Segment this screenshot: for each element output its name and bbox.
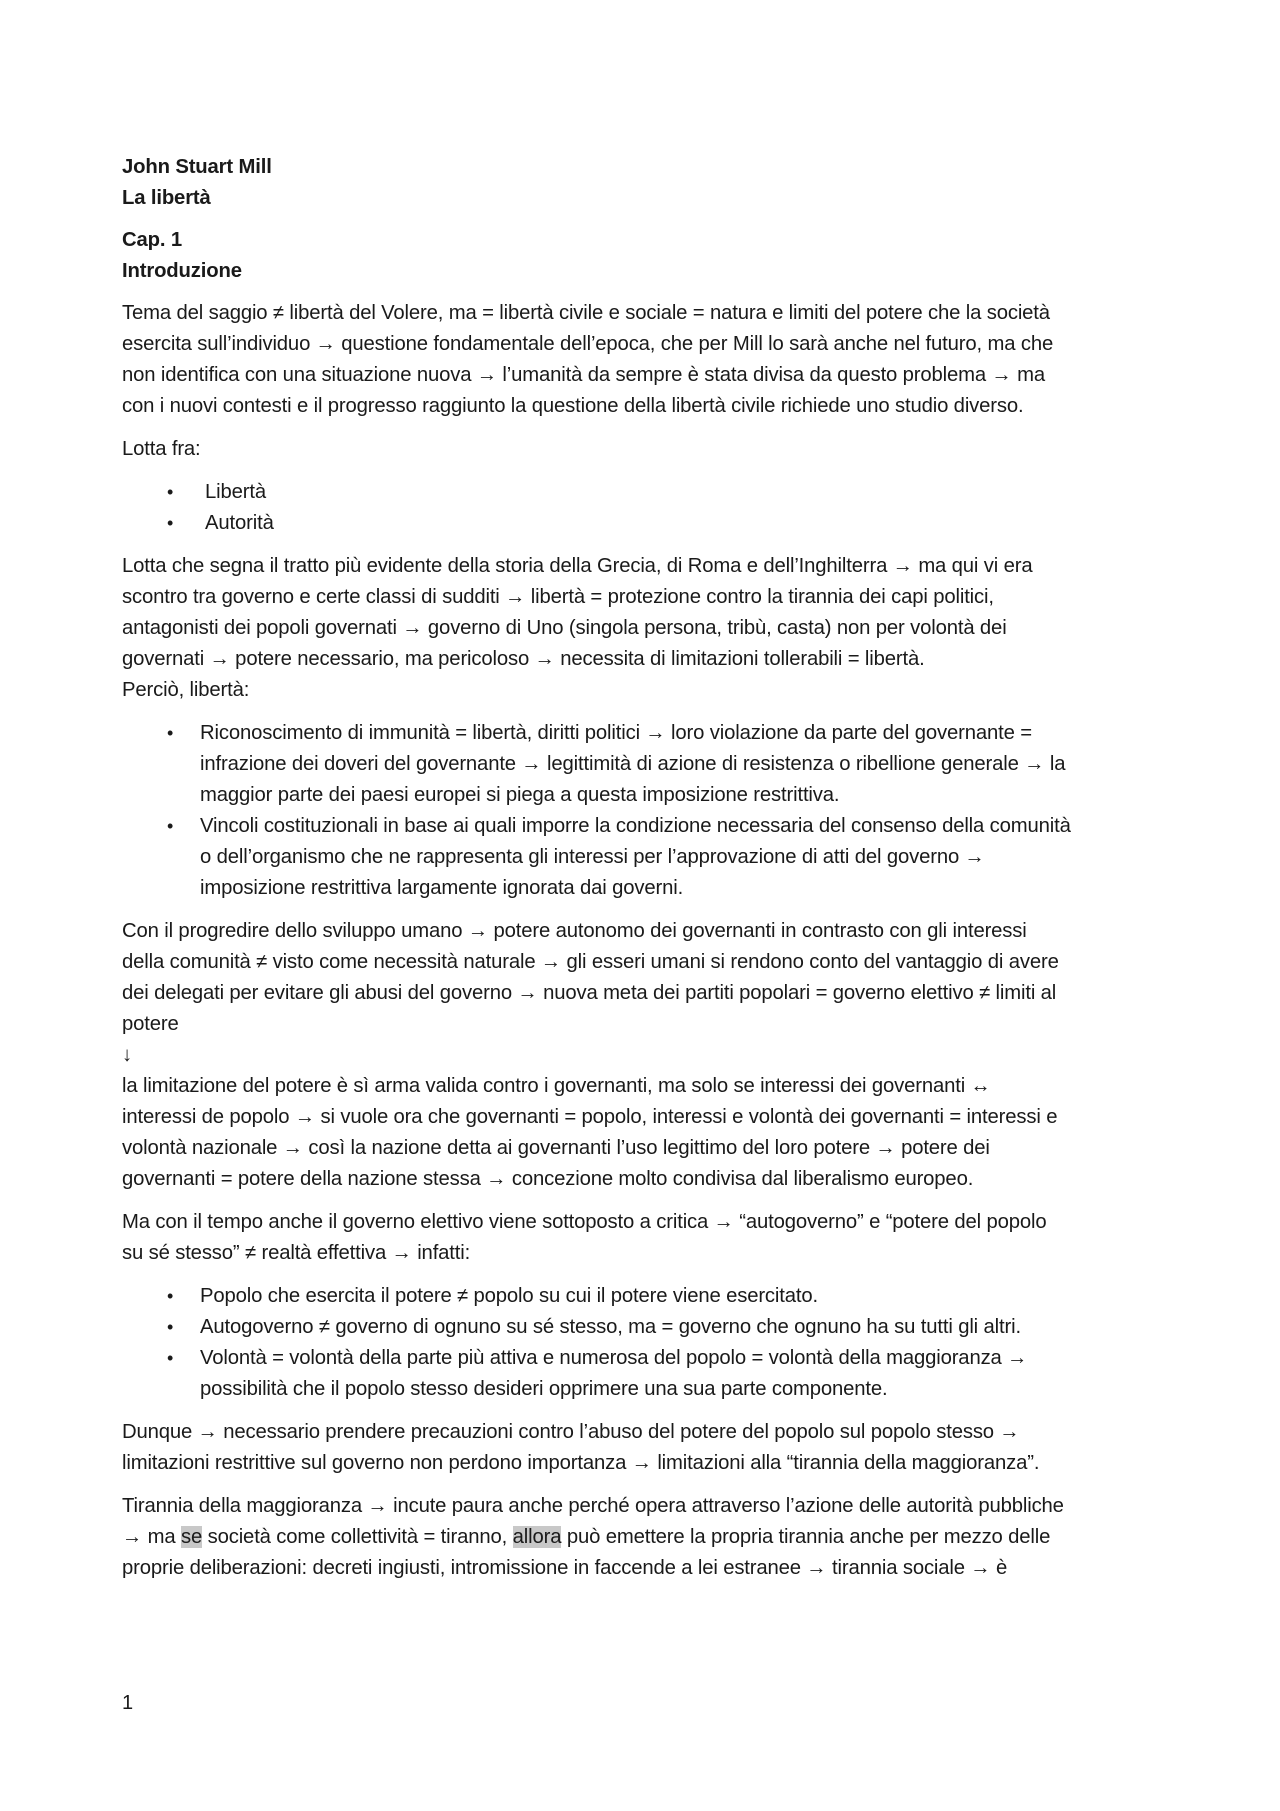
page-number: 1 [122, 1692, 133, 1714]
paragraph-precautions: Dunque → necessario prendere precauzioni contro l’abuso del potere del popolo sul popolo stesso → limitazioni restrittive sul governo non perdono importanza → limitazioni alla “tirannia della maggioranza”. [122, 1421, 1040, 1474]
bullet-icon: • [167, 1317, 174, 1337]
highlighted-word: allora [512, 1526, 562, 1548]
page-content [122, 152, 1167, 1596]
bullet-icon: • [167, 816, 174, 836]
chapter-header [122, 225, 1167, 287]
bullet-icon: • [167, 482, 174, 502]
paragraph-tyranny: Tirannia della maggioranza → incute paura anche perché opera attraverso l’azione delle autorità pubbliche → ma se società come collettività = tiranno, allora può emettere la propria tirannia anche per mezzo delle proprie deliberazioni: decreti ingiusti, intromissione in faccende a lei estranee → tirannia sociale → è [122, 1495, 1064, 1579]
liberty-list [122, 718, 1167, 904]
bullet-icon: • [167, 723, 174, 743]
list-item: • Popolo che esercita il potere ≠ popolo su cui il potere viene esercitato. [122, 1281, 1167, 1312]
bullet-icon: • [167, 513, 174, 533]
down-arrow-icon: ↓ [122, 1044, 132, 1066]
paragraph-struggle-intro: Lotta fra: [122, 438, 201, 460]
chapter-number: Cap. 1 [122, 229, 182, 251]
highlighted-word: se [180, 1526, 203, 1548]
struggle-list [122, 477, 1167, 539]
paragraph-progress: Con il progredire dello sviluppo umano → potere autonomo dei governanti in contrasto con gli interessi della comunità ≠ visto come necessità naturale → gli esseri umani si rendono conto del vantaggio di avere dei delegati per evitare gli abusi del governo → nuova meta dei partiti popolari = governo elettivo ≠ limiti al potere ↓ la limitazione del potere è sì arma valida contro i governanti, ma solo se interessi dei governanti ↔ interessi de popolo → si vuole ora che governanti = popolo, interessi e volontà dei governanti = interessi e volontà nazionale → così la nazione detta ai governanti l’uso legittimo del loro potere → potere dei governanti = potere della nazione stessa → concezione molto condivisa dal liberalismo europeo. [122, 916, 1167, 1195]
paragraph-history: Lotta che segna il tratto più evidente della storia della Grecia, di Roma e dell’Inghilterra → ma qui vi era scontro tra governo e certe classi di sudditi → libertà = protezione contro la tirannia dei capi politici, antagonisti dei popoli governati → governo di Uno (singola persona, tribù, casta) non per volontà dei governati → potere necessario, ma pericoloso → necessita di limitazioni tollerabili = libertà. Perciò, libertà: [122, 555, 1033, 701]
bullet-icon: • [167, 1286, 174, 1306]
list-item: • Volontà = volontà della parte più attiva e numerosa del popolo = volontà della maggioranza → possibilità che il popolo stesso desideri opprimere una sua parte componente. [122, 1343, 1167, 1405]
chapter-title: Introduzione [122, 260, 242, 282]
work-title: La libertà [122, 187, 211, 209]
list-item: • Riconoscimento di immunità = libertà, diritti politici → loro violazione da parte del governante = infrazione dei doveri del governante → legittimità di azione di resistenza o ribellione generale → la maggior parte dei paesi europei si piega a questa imposizione restrittiva. [122, 718, 1167, 811]
list-item: • Vincoli costituzionali in base ai quali imporre la condizione necessaria del consenso della comunità o dell’organismo che ne rappresenta gli interessi per l’approvazione di atti del governo → imposizione restrittiva largamente ignorata dai governi. [122, 811, 1167, 904]
document-header [122, 152, 1167, 214]
bullet-icon: • [167, 1348, 174, 1368]
list-item: • Libertà [122, 477, 1167, 508]
author-name: John Stuart Mill [122, 156, 272, 178]
self-government-list [122, 1281, 1167, 1405]
list-item: • Autogoverno ≠ governo di ognuno su sé stesso, ma = governo che ognuno ha su tutti gli altri. [122, 1312, 1167, 1343]
paragraph-elective-government: Ma con il tempo anche il governo elettivo viene sottoposto a critica → “autogoverno” e “potere del popolo su sé stesso” ≠ realtà effettiva → infatti: [122, 1211, 1047, 1264]
paragraph-theme: Tema del saggio ≠ libertà del Volere, ma = libertà civile e sociale = natura e limiti del potere che la società esercita sull’individuo → questione fondamentale dell’epoca, che per Mill lo sarà anche nel futuro, ma che non identifica con una situazione nuova → l’umanità da sempre è stata divisa da questo problema → ma con i nuovi contesti e il progresso raggiunto la questione della libertà civile richiede uno studio diverso. [122, 302, 1054, 417]
list-item: • Autorità [122, 508, 1167, 539]
